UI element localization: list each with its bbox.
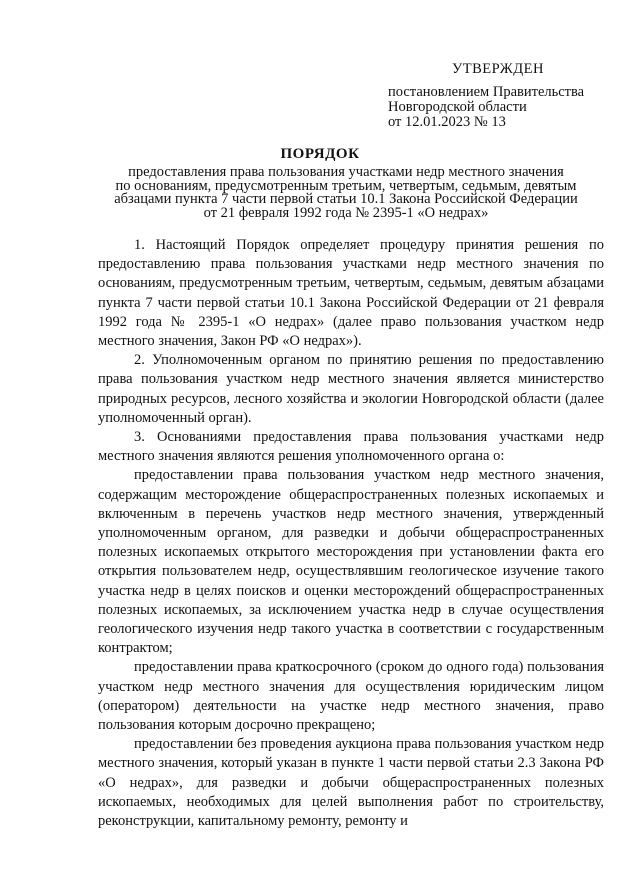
subtitle-line: предоставления права пользования участками недр местного значения [128, 164, 564, 180]
paragraph-1: 1. Настоящий Порядок определяет процедуру принятия решения по предоставлению права пользования участками недр местного значения по основаниям, предусмотренным третьим, четвертым, седьмым, девятым абзацами пункта 7 части первой статьи 10.1 Закона Российской Федерации от 21 февраля 1992 года № 2395-1 «О недрах» (далее право пользования участком недр местного значения, Закон РФ «О недрах»). [98, 237, 604, 350]
paragraph-3-item-3: предоставлении без проведения аукциона права пользования участком недр местного значения, который указан в пункте 1 части первой статьи 2.3 Закона РФ «О недрах», для разведки и добычи общераспространенных полезных ископаемых, необходимых для целей выполнения работ по строительству, реконструкции, капитальному ремонту, ремонту и [98, 736, 604, 830]
document-subtitle [92, 166, 600, 220]
approval-heading: УТВЕРЖДЕН [452, 61, 544, 77]
document-title: ПОРЯДОК [280, 146, 360, 162]
approval-line-3: от 12.01.2023 № 13 [388, 114, 506, 130]
paragraph-3-item-1: предоставлении права пользования участком недр местного значения, содержащим месторождение общераспространенных полезных ископаемых и включенным в перечень участков недр местного значения, утвержденный уполномоченным органом, для разведки и добычи общераспространенных полезных ископаемых открытого месторождения при установлении факта его открытия пользователем недр, осуществлявшим геологическое изучение такого участка недр в целях поисков и оценки месторождений общераспространенных полезных ископаемых, за исключением участка недр в случае осуществления геологического изучения недр такого участка в соответствии с государственным контрактом; [98, 467, 604, 657]
paragraph-3: 3. Основаниями предоставления права пользования участками недр местного значения являются решения уполномоченного органа о: [98, 429, 604, 465]
subtitle-line: абзацами пункта 7 части первой статьи 10.1 Закона Российской Федерации [114, 191, 578, 207]
document-body [98, 236, 604, 831]
paragraph-3-item-2: предоставлении права краткосрочного (сроком до одного года) пользования участком недр местного значения для осуществления юридическим лицом (оператором) деятельности на участке недр местного значения, право пользования которым досрочно прекращено; [98, 659, 604, 734]
subtitle-line: от 21 февраля 1992 года № 2395-1 «О недрах» [203, 204, 489, 221]
paragraph-2: 2. Уполномоченным органом по принятию решения по предоставлению права пользования участком недр местного значения является министерство природных ресурсов, лесного хозяйства и экологии Новгородской области (далее уполномоченный орган). [98, 352, 604, 426]
approval-stamp [388, 62, 584, 130]
subtitle-line: по основаниям, предусмотренным третьим, четвертым, седьмым, девятым [115, 177, 577, 194]
approval-line-1: постановлением Правительства [388, 84, 585, 100]
approval-line-2: Новгородской области [388, 99, 527, 115]
